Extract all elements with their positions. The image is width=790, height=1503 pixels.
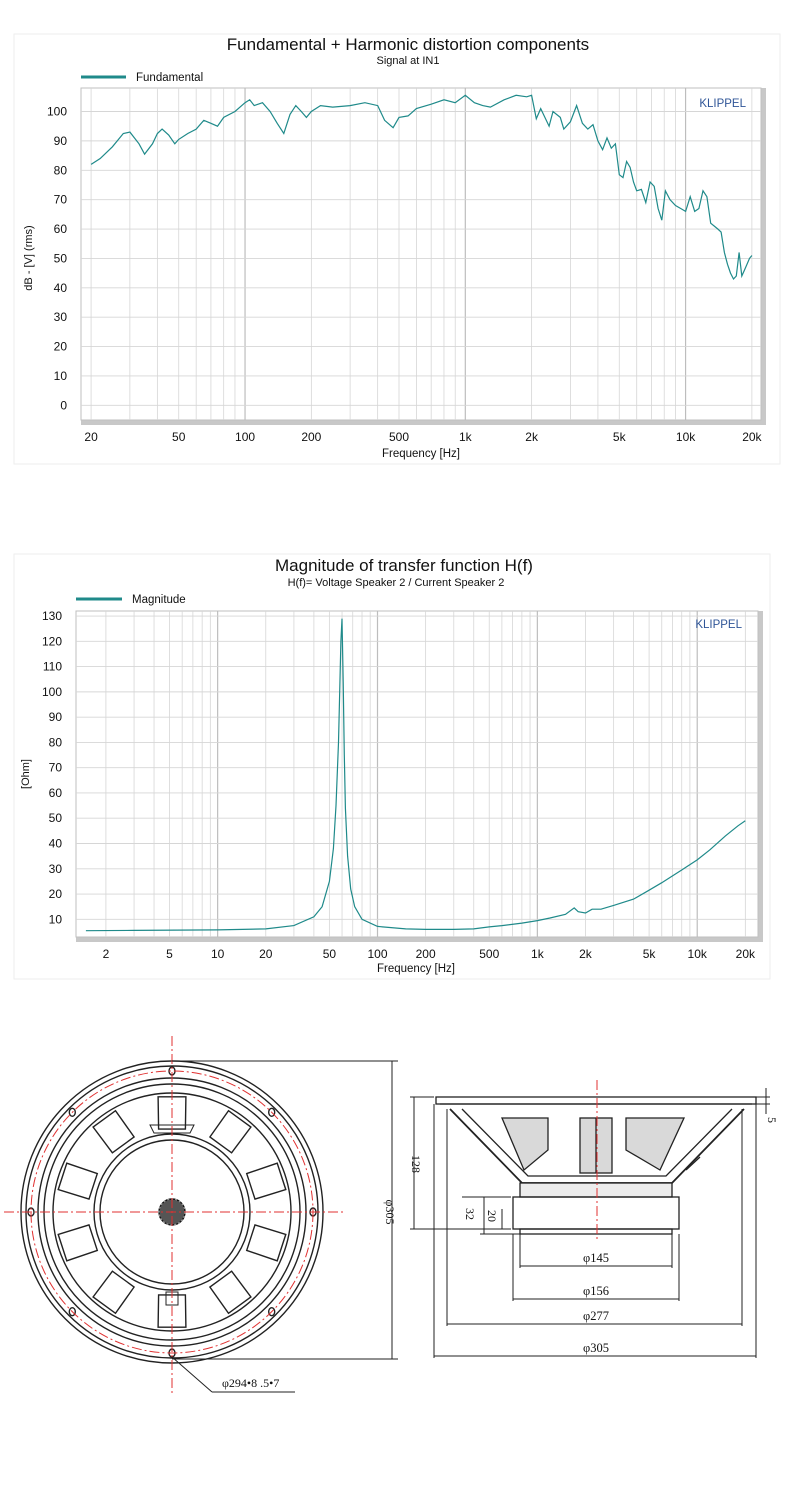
y-tick-label: 100 (46, 104, 67, 119)
chart-fundamental (0, 0, 790, 470)
plot-area (81, 88, 761, 420)
x-tick-label: 200 (301, 430, 322, 444)
mounting-hole-label: φ294•8 .5•7 (222, 1376, 280, 1390)
x-tick-label: 2 (102, 947, 110, 961)
brand-klippel: KLIPPEL (695, 619, 742, 631)
x-tick-label: 100 (367, 947, 388, 961)
speaker-dimension-drawing (0, 1030, 790, 1470)
x-tick-label: 20 (84, 430, 98, 444)
front-diameter-label: φ305 (383, 1199, 397, 1225)
y-tick-label: 70 (53, 192, 67, 207)
dia-145-label: φ145 (583, 1251, 609, 1265)
y-tick-label: 100 (41, 684, 62, 699)
dia-277-label: φ277 (583, 1309, 609, 1323)
y-tick-label: 20 (53, 339, 67, 354)
x-tick-label: 10k (687, 947, 707, 961)
plot-area (76, 611, 758, 937)
y-tick-label: 120 (41, 634, 62, 649)
y-tick-label: 110 (42, 659, 62, 674)
chart-title: Fundamental + Harmonic distortion components (226, 35, 590, 54)
x-tick-label: 5k (642, 947, 656, 961)
legend-label-magnitude[interactable]: Magnitude (132, 594, 186, 606)
y-tick-label: 70 (48, 760, 62, 775)
mount-5-label: 5 (765, 1117, 779, 1123)
y-tick-label: 50 (48, 811, 62, 826)
y-tick-label: 60 (48, 785, 62, 800)
y-tick-label: 10 (48, 912, 62, 927)
y-tick-label: 90 (53, 133, 67, 148)
x-tick-label: 2k (525, 430, 538, 444)
legend-label-fundamental[interactable]: Fundamental (136, 72, 204, 84)
basket-window (58, 1225, 97, 1261)
x-tick-label: 5 (166, 947, 173, 961)
y-axis-label: [Ohm] (20, 759, 32, 789)
dia-156-label: φ156 (583, 1284, 609, 1298)
chart-magnitude (0, 550, 790, 990)
y-tick-label: 130 (41, 609, 62, 624)
x-tick-label: 500 (388, 430, 410, 444)
magnet-20-label: 20 (485, 1210, 499, 1222)
y-tick-label: 20 (48, 887, 62, 902)
brand-klippel: KLIPPEL (699, 98, 746, 110)
y-tick-label: 30 (48, 861, 62, 876)
x-tick-label: 2k (579, 947, 592, 961)
chart-subtitle: Signal at IN1 (376, 55, 440, 67)
x-tick-label: 50 (322, 947, 337, 961)
y-tick-label: 90 (48, 710, 62, 725)
x-tick-label: 10 (210, 947, 225, 961)
height-128-label: 128 (409, 1155, 423, 1173)
chart-title: Magnitude of transfer function H(f) (275, 556, 533, 575)
x-tick-label: 1k (458, 430, 472, 444)
y-tick-label: 40 (53, 280, 67, 295)
y-tick-label: 0 (60, 398, 67, 413)
x-axis-label: Frequency [Hz] (382, 448, 460, 460)
x-axis-label: Frequency [Hz] (377, 963, 455, 975)
y-tick-label: 10 (53, 368, 67, 383)
x-tick-label: 20k (742, 430, 762, 444)
y-tick-label: 40 (48, 836, 62, 851)
y-tick-label: 30 (53, 310, 67, 325)
basket-window (247, 1225, 286, 1261)
x-tick-label: 20k (735, 947, 756, 961)
x-tick-label: 20 (259, 947, 273, 961)
x-tick-label: 5k (612, 430, 626, 444)
x-tick-label: 100 (235, 430, 256, 444)
x-tick-label: 1k (531, 947, 544, 961)
x-tick-label: 50 (172, 430, 186, 444)
y-tick-label: 80 (48, 735, 62, 750)
magnet-32-label: 32 (463, 1208, 477, 1220)
y-tick-label: 50 (53, 251, 67, 266)
y-axis-label: dB - [V] (rms) (23, 225, 35, 291)
y-tick-label: 80 (53, 163, 67, 178)
x-tick-label: 500 (479, 947, 500, 961)
dia-305-label: φ305 (583, 1341, 609, 1355)
basket-window (247, 1163, 286, 1199)
x-tick-label: 200 (415, 947, 436, 961)
y-tick-label: 60 (53, 222, 67, 237)
x-tick-label: 10k (675, 430, 696, 444)
basket-window (58, 1163, 97, 1199)
chart-subtitle: H(f)= Voltage Speaker 2 / Current Speaker 2 (287, 577, 505, 589)
